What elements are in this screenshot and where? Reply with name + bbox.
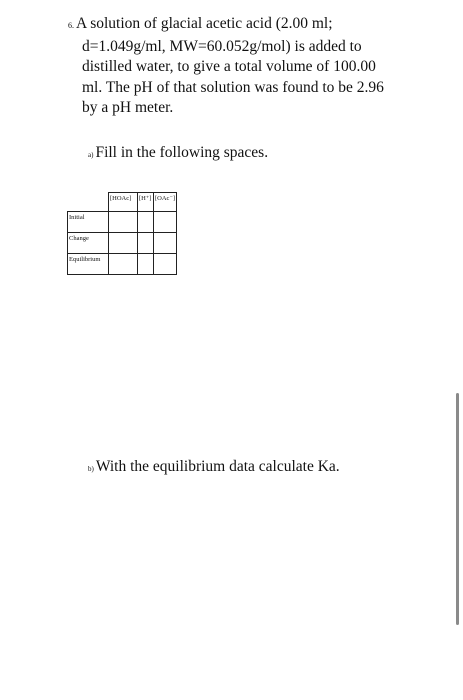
part-b-prompt: [88, 457, 340, 479]
ice-cell-initial-hoac[interactable]: [109, 211, 138, 232]
question-text-line-2: d=1.049g/ml, MW=60.052g/mol) is added to: [82, 37, 362, 55]
ice-row-change: [68, 232, 177, 253]
part-a-text: Fill in the following spaces.: [95, 144, 269, 161]
ice-cell-equilibrium-hoac[interactable]: [109, 253, 138, 274]
question-text-line-3: distilled water, to give a total volume of 100.00: [82, 58, 376, 75]
ice-cell-change-h[interactable]: [138, 232, 154, 253]
question-number: 6.: [68, 21, 74, 30]
ice-row-equilibrium: [68, 253, 177, 274]
ice-row-label-equilibrium: Equilibrium: [68, 253, 109, 274]
ice-cell-equilibrium-h[interactable]: [138, 253, 154, 274]
ice-row-initial: [68, 211, 177, 232]
ice-cell-initial-oac[interactable]: [154, 211, 177, 232]
question-text-line-1: A solution of glacial acetic acid (2.00 ml;: [76, 15, 333, 32]
ice-header-oac: [OAc⁻]: [154, 193, 177, 212]
ice-header-row: [68, 193, 177, 212]
ice-cell-equilibrium-oac[interactable]: [154, 253, 177, 274]
part-a-marker: a): [88, 151, 94, 159]
question-line-1: [68, 14, 408, 37]
ice-cell-initial-h[interactable]: [138, 211, 154, 232]
question-text-line-5: by a pH meter.: [82, 99, 174, 116]
ice-row-label-change: Change: [68, 232, 109, 253]
ice-table: [67, 192, 177, 275]
part-b-text: With the equilibrium data calculate Ka.: [95, 458, 340, 475]
ice-row-label-initial: Initial: [68, 211, 109, 232]
ice-corner: [68, 193, 109, 212]
part-a-prompt: [88, 143, 268, 165]
ice-header-hoac: [HOAc]: [109, 193, 138, 212]
ice-cell-change-hoac[interactable]: [109, 232, 138, 253]
question-block: [68, 14, 408, 119]
question-text-line-4: ml. The pH of that solution was found to be 2.96: [82, 78, 384, 96]
ice-cell-change-oac[interactable]: [154, 232, 177, 253]
part-b-marker: b): [88, 465, 94, 473]
ice-header-h: [H⁺]: [138, 193, 154, 212]
vertical-scrollbar[interactable]: [456, 393, 459, 625]
